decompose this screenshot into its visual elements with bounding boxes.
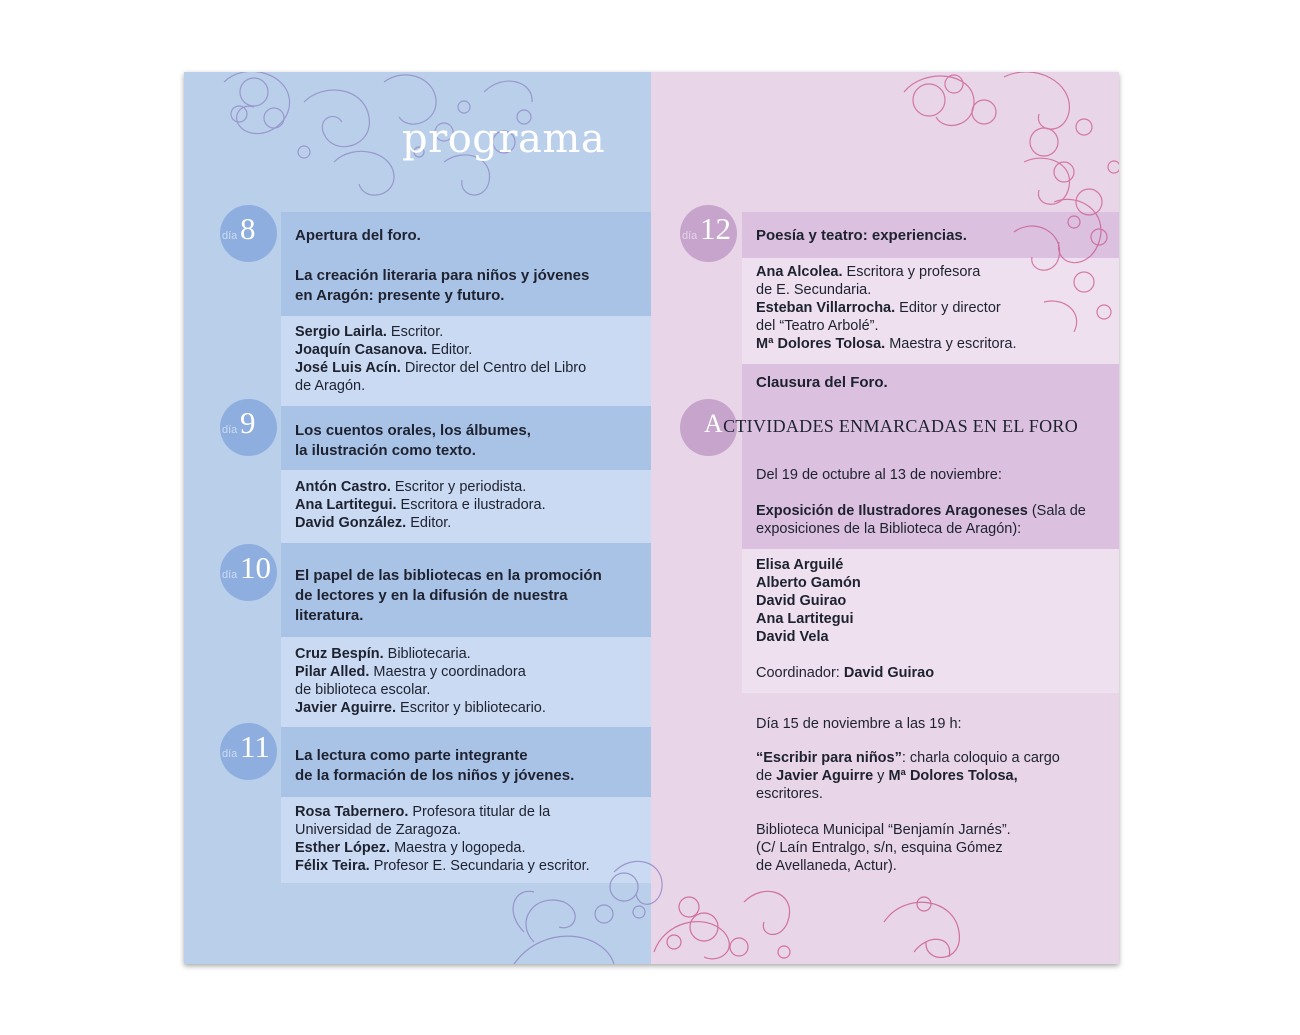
talk-speaker: Mª Dolores Tolosa,: [888, 768, 1018, 784]
day9-topic-line2: la ilustración como texto.: [295, 442, 476, 459]
speaker-name: Félix Teira.: [295, 858, 370, 874]
day12-speaker: [756, 263, 980, 281]
venue-line3: de Avellaneda, Actur).: [756, 858, 897, 874]
day9-speaker: [295, 514, 451, 532]
activities-dates2: Día 15 de noviembre a las 19 h:: [756, 716, 962, 732]
day8-speaker: [295, 323, 443, 341]
brochure-spread: [184, 72, 1119, 964]
speaker-name: Sergio Lairla.: [295, 324, 387, 340]
coordinator-name: David Guirao: [843, 665, 935, 681]
speaker-name: David González.: [295, 515, 407, 531]
speaker-role: Escritor.: [386, 324, 444, 340]
speaker-role: Editor.: [406, 515, 452, 531]
day-number: 9: [240, 405, 256, 440]
talk-speaker: Javier Aguirre: [776, 768, 874, 784]
exhibition-rest: (Sala de: [1027, 503, 1086, 519]
illustrator-name: David Vela: [756, 629, 829, 645]
day12-speaker-cont: del “Teatro Arbolé”.: [756, 318, 879, 334]
day10-topic-line2: de lectores y en la difusión de nuestra: [295, 587, 568, 604]
day8-topic-line1: La creación literaria para niños y jóvenes: [295, 267, 590, 284]
day-label: día: [222, 569, 238, 581]
day10-speaker: [295, 645, 471, 663]
venue-line1: Biblioteca Municipal “Benjamín Jarnés”.: [756, 822, 1011, 838]
speaker-role: Bibliotecaria.: [383, 646, 471, 662]
speaker-name: Javier Aguirre.: [295, 700, 397, 716]
talk-and: y: [873, 768, 889, 784]
speaker-name: Cruz Bespín.: [295, 646, 384, 662]
illustrator-name: Elisa Arguilé: [756, 557, 844, 573]
day-12-badge: [680, 205, 737, 262]
speaker-role: Director del Centro del Libro: [400, 360, 587, 376]
exhibition-line2: exposiciones de la Biblioteca de Aragón):: [756, 521, 1022, 537]
speaker-name: Ana Alcolea.: [756, 264, 843, 280]
day-label: día: [222, 424, 238, 436]
closing-session: Clausura del Foro.: [756, 374, 888, 391]
day11-speaker-cont: Universidad de Zaragoza.: [295, 822, 462, 838]
speaker-role: Maestra y logopeda.: [390, 840, 526, 856]
day-11-badge: [220, 723, 277, 780]
day-9-badge: [220, 399, 277, 456]
illustrator: [756, 556, 843, 574]
day10-speaker: [295, 663, 526, 681]
speaker-role: Editor.: [427, 342, 473, 358]
speaker-role: Escritora e ilustradora.: [396, 497, 546, 513]
talk-line1: [756, 749, 1060, 767]
speaker-role: Escritor y periodista.: [390, 479, 527, 495]
speaker-name: Ana Lartitegui.: [295, 497, 397, 513]
activities-title: [704, 409, 1078, 439]
activities-dates1: Del 19 de octubre al 13 de noviembre:: [756, 467, 1002, 483]
day-number: 10: [240, 550, 271, 585]
day12-speaker: [756, 335, 1017, 353]
speaker-role: Editor y director: [895, 300, 1001, 316]
speaker-name: Mª Dolores Tolosa.: [756, 336, 886, 352]
day10-speaker: [295, 699, 546, 717]
day11-speaker: [295, 839, 526, 857]
day-label: día: [682, 230, 698, 242]
day9-speaker: [295, 478, 526, 496]
day12-speaker: [756, 299, 1001, 317]
day11-topic-line1: La lectura como parte integrante: [295, 747, 528, 764]
speaker-role: Escritora y profesora: [842, 264, 981, 280]
day10-topic-line1: El papel de las bibliotecas en la promoción: [295, 567, 602, 584]
speaker-name: Rosa Tabernero.: [295, 804, 409, 820]
day10-topic-line3: literatura.: [295, 607, 364, 624]
activities-title-rest: CTIVIDADES ENMARCADAS EN EL FORO: [723, 416, 1079, 436]
day8-topic-line2: en Aragón: presente y futuro.: [295, 287, 505, 304]
speaker-role: Escritor y bibliotecario.: [396, 700, 546, 716]
day11-topic-line2: de la formación de los niños y jóvenes.: [295, 767, 575, 784]
illustrator: [756, 592, 846, 610]
day-label: día: [222, 230, 238, 242]
illustrator: [756, 610, 853, 628]
page-title: programa: [402, 116, 606, 162]
day9-speaker: [295, 496, 546, 514]
day-8-badge: [220, 205, 277, 262]
day11-speaker: [295, 803, 550, 821]
exhibition-name: Exposición de Ilustradores Aragoneses: [756, 503, 1028, 519]
illustrator-name: David Guirao: [756, 593, 847, 609]
coordinator: [756, 664, 934, 682]
day8-opening: Apertura del foro.: [295, 227, 421, 244]
day12-speaker-cont: de E. Secundaria.: [756, 282, 872, 298]
coordinator-label: Coordinador:: [756, 665, 844, 681]
talk-line2: [756, 767, 1018, 785]
talk-line3: escritores.: [756, 786, 823, 802]
day8-speaker: [295, 359, 586, 377]
speaker-name: Joaquín Casanova.: [295, 342, 428, 358]
talk-prefix: de: [756, 768, 777, 784]
speaker-role: Profesor E. Secundaria y escritor.: [369, 858, 590, 874]
speaker-role: Maestra y escritora.: [885, 336, 1017, 352]
venue-line2: (C/ Laín Entralgo, s/n, esquina Gómez: [756, 840, 1003, 856]
speaker-name: Esteban Villarrocha.: [756, 300, 896, 316]
speaker-role: Profesora titular de la: [408, 804, 551, 820]
exhibition-line1: [756, 502, 1086, 520]
speaker-name: José Luis Acín.: [295, 360, 401, 376]
day10-speaker-cont: de biblioteca escolar.: [295, 682, 431, 698]
talk-rest: : charla coloquio a cargo: [901, 750, 1060, 766]
speaker-name: Pilar Alled.: [295, 664, 370, 680]
day11-speaker: [295, 857, 590, 875]
speaker-name: Esther López.: [295, 840, 391, 856]
day12-topic: Poesía y teatro: experiencias.: [756, 227, 967, 244]
day-number: 8: [240, 211, 256, 246]
day-number: 11: [240, 729, 270, 764]
illustrator-name: Alberto Gamón: [756, 575, 861, 591]
day8-speaker: [295, 341, 472, 359]
speaker-name: Antón Castro.: [295, 479, 391, 495]
day-number: 12: [700, 211, 731, 246]
illustrator: [756, 574, 861, 592]
speaker-role: Maestra y coordinadora: [369, 664, 526, 680]
day8-speaker-cont: de Aragón.: [295, 378, 366, 394]
day-10-badge: [220, 544, 277, 601]
day-label: día: [222, 748, 238, 760]
activities-title-initial: A: [704, 409, 724, 438]
illustrator: [756, 628, 829, 646]
day9-topic-line1: Los cuentos orales, los álbumes,: [295, 422, 531, 439]
talk-name: “Escribir para niños”: [756, 750, 902, 766]
illustrator-name: Ana Lartitegui: [756, 611, 854, 627]
